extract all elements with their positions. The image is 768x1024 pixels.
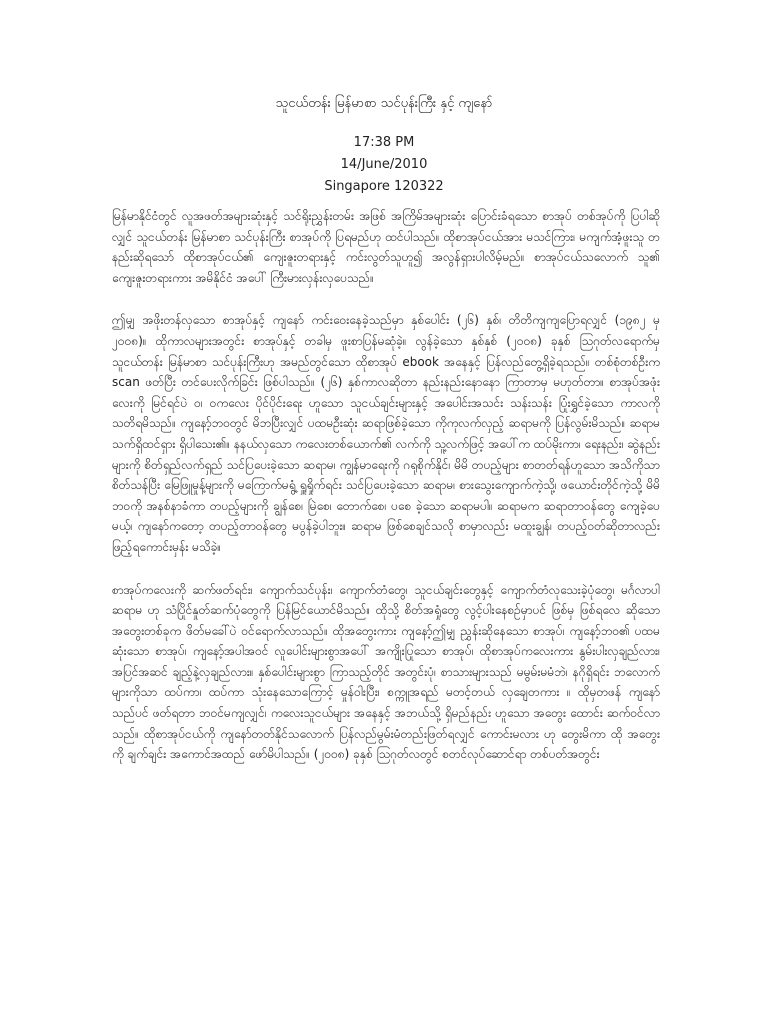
- document-body: [112, 206, 660, 787]
- document-title: သူငယ်တန်း မြန်မာစာ သင်ပုန်းကြီး နှင့် ကျနော်: [275, 96, 493, 111]
- paragraph-2: ဤမျှ အဖိုးတန်လှသော စာအုပ်နှင့် ကျနော် ကင်းဝေးနေခဲ့သည်မှာ နှစ်ပေါင်း (၂၆) နှစ်၊ တိတိကျကျပြောရလျှင် (၁၉၈၂ မှ ၂၀၀၈)။ ထိုကာလများအတွင်း စာအုပ်နှင့် တခါမှ ဖူးစာပြန်မဆုံခဲ့။ လွန်ခဲ့သော နှစ်နှစ် (၂၀၀၈) ခုနှစ် သြဂုတ်လရောက်မှ သူငယ်တန်း မြန်မာစာ သင်ပုန်းကြီးဟု အမည်တွင်သော ထိုစာအုပ် ebook အနေနှင့် ပြန်လည်တွေ့ရှိခဲ့ရသည်။ တစ်စုံတစ်ဦးက scan ဖတ်ပြီး တင်ပေးလိုက်ခြင်း ဖြစ်ပါသည်။ (၂၆) နှစ်ကာလဆိုတာ နည်းနည်းနောနော ကြာတာမှ မဟုတ်တာ။ စာအုပ်အဖုံးလေးကို မြင်ရင်ပဲ ဝ၊ ဝကလေး ပိုင်ပိုင်းရေး ဟူသော သူငယ်ချင်းများနှင့် အပေါင်းအသင်း သန်းသန်း ပြုံးရွှင်ခဲ့သော ကာလကို သတိရမိသည်။ ကျနော့်ဘဝတွင် မိဘပြီးလျှင် ပထမဦးဆုံး ဆရာဖြစ်ခဲ့သော ကိုကုလက်လှည့် ဆရာမကို ပြန်လွမ်းမိသည်။ ဆရာမ သက်ရှိထင်ရှား ရှိပါသေး၏။ နနယ်လှသော ကလေးတစ်ယောက်၏ လက်ကို သူ့လက်ဖြင့် အပေါ်က ထပ်မိုးကာ၊ ရေးနည်း၊ ဆွဲနည်းများကို စိတ်ရှည်လက်ရှည် သင်ပြပေးခဲ့သော ဆရာမ၊ ကျွန်မာရေးကို ဂရုစိုက်နိုင်၊ မိမိ တပည့်များ စာတတ်ရန်ဟူသော အသိကိုသာ စိတ်သန်ပြီး မြေဖြူမှုန့်များကို မကြောက်မရွံ့ ရှူရှိုက်ရင်း သင်ပြပေးခဲ့သော ဆရာမ၊ စားသွေးကျောက်ကဲ့သို့၊ ဖယောင်းတိုင်ကဲ့သို့ မိမိဘဝကို အနစ်နာခံကာ တပည့်များကို ချွန်စေ၊ မြဲစေ၊ တောက်စေ၊ ပစေ ခဲ့သော ဆရာမပါ။ ဆရာမက ဆရာတာဝန်တွေ ကျေခဲ့ပေမယ့်၊ ကျနော်ကတော့ တပည့်တာဝန်တွေ မပွန်ခဲ့ပါဘူး။ ဆရာမ ဖြစ်စေချင်သလို စာမှာလည်း မထူးချွန်၊ တပည့်ဝတ်ဆိုတာလည်း ဖြည့်ရကောင်းမှန်း မသိခဲ့။: [112, 313, 660, 554]
- document-date: 14/June/2010: [340, 157, 428, 172]
- document-time: 17:38 PM: [353, 135, 415, 150]
- document-meta: [0, 132, 768, 198]
- document-location: Singapore 120322: [324, 179, 444, 194]
- paragraph-3: စာအုပ်ကလေးကို ဆက်ဖတ်ရင်း၊ ကျောက်သင်ပုန်း၊ ကျောက်တံတွေ၊ သူငယ်ချင်းတွေနှင့် ကျောက်တံလုသေးခဲ့ပုံတွေ၊ မင်္ဂလာပါ ဆရာမ ဟု သံပြိုင်နှုတ်ဆက်ပုံတွေကို ပြန်မြင်ယောင်မိသည်။ ထိုသို့ စိတ်အရှုံတွေ လွင့်ပါးနေစဉ်မှာပင် ဖြစ်မှ ဖြစ်ရလေ ဆိုသော အတွေးတစ်ခုက ဖိတ်မခေါ်ပဲ ဝင်ရောက်လာသည်။ ထိုအတွေးကား ကျနော့်ဤမျှ ညွှန်းဆိုနေသော စာအုပ်၊ ကျနော့်ဘဝ၏ ပထမဆုံးသော စာအုပ်၊ ကျနော့်အပါအဝင် လူပေါင်းများစွာအပေါ် အကျိုးပြုသော စာအုပ်၊ ထိုစာအုပ်ကလေးကား နွမ်းပါးလှချည်လား၊ အပြင်အဆင် ချည့်နဲ့လှချည်လား။ နှစ်ပေါင်းများစွာ ကြာသည့်တိုင် အတွင်းပုံ၊ စာသားများသည် မမွမ်းမမံဘဲ၊ နဂိုရှိရင်း ဘလောက်များကိုသာ ထပ်ကာ၊ ထပ်ကာ သုံးနေသောကြောင့် မှုန်ဝါးပြီး၊ စက္ကူအရည် မတင့်တယ် လှချေတကား ။ ထိုမှတဖန် ကျနော်သည်ပင် ဖတ်ရတာ ဘဝင်မကျလျှင်၊ ကလေးသူငယ်များ အနေနှင့် အဘယ်သို့ ရှိမည်နည်း ဟူသော အတွေး ထောင်း ဆက်ဝင်လာသည်။ ထိုစာအုပ်ငယ်ကို ကျနော်တတ်နိုင်သလောက် ပြန်လည်မွမ်းမံတည်းဖြတ်ရလျှင် ကောင်းမလား ဟု တွေးမိကာ ထို အတွေးကို ချက်ချင်း အကောင်အထည် ဖော်မိပါသည်။ (၂၀၀၈) ခုနှစ် သြဂုတ်လတွင် စတင်လုပ်ဆောင်ရာ တစ်ပတ်အတွင်း: [112, 582, 661, 762]
- paragraph-1: မြန်မာနိုင်ငံတွင် လူအဖတ်အများဆုံးနှင့် သင်ရိုးညွှန်းတမ်း အဖြစ် အကြိမ်အများဆုံး ပြောင်းခံရသော စာအုပ် တစ်အုပ်ကို ပြပါဆိုလျှင် သူငယ်တန်း မြန်မာစာ သင်ပုန်းကြီး စာအုပ်ကို ပြရမည်ဟု ထင်ပါသည်။ ထိုစာအုပ်ငယ်အား မသင်ကြား၊ မကျက်အံ့ဖူးသူ တနည်းဆိုရသော် ထိုစာအုပ်ငယ်၏ ကျေးဇူးတရားနှင့် ကင်းလွတ်သူဟူ၍ အလွန်ရှားပါလိမ့်မည်။ စာအုပ်ငယ်သလောက် သူ၏ ကျေးဇူးတရားကား အမိနိုင်ငံ အပေါ် ကြီးမားလှန်းလှပေသည်။: [112, 209, 660, 285]
